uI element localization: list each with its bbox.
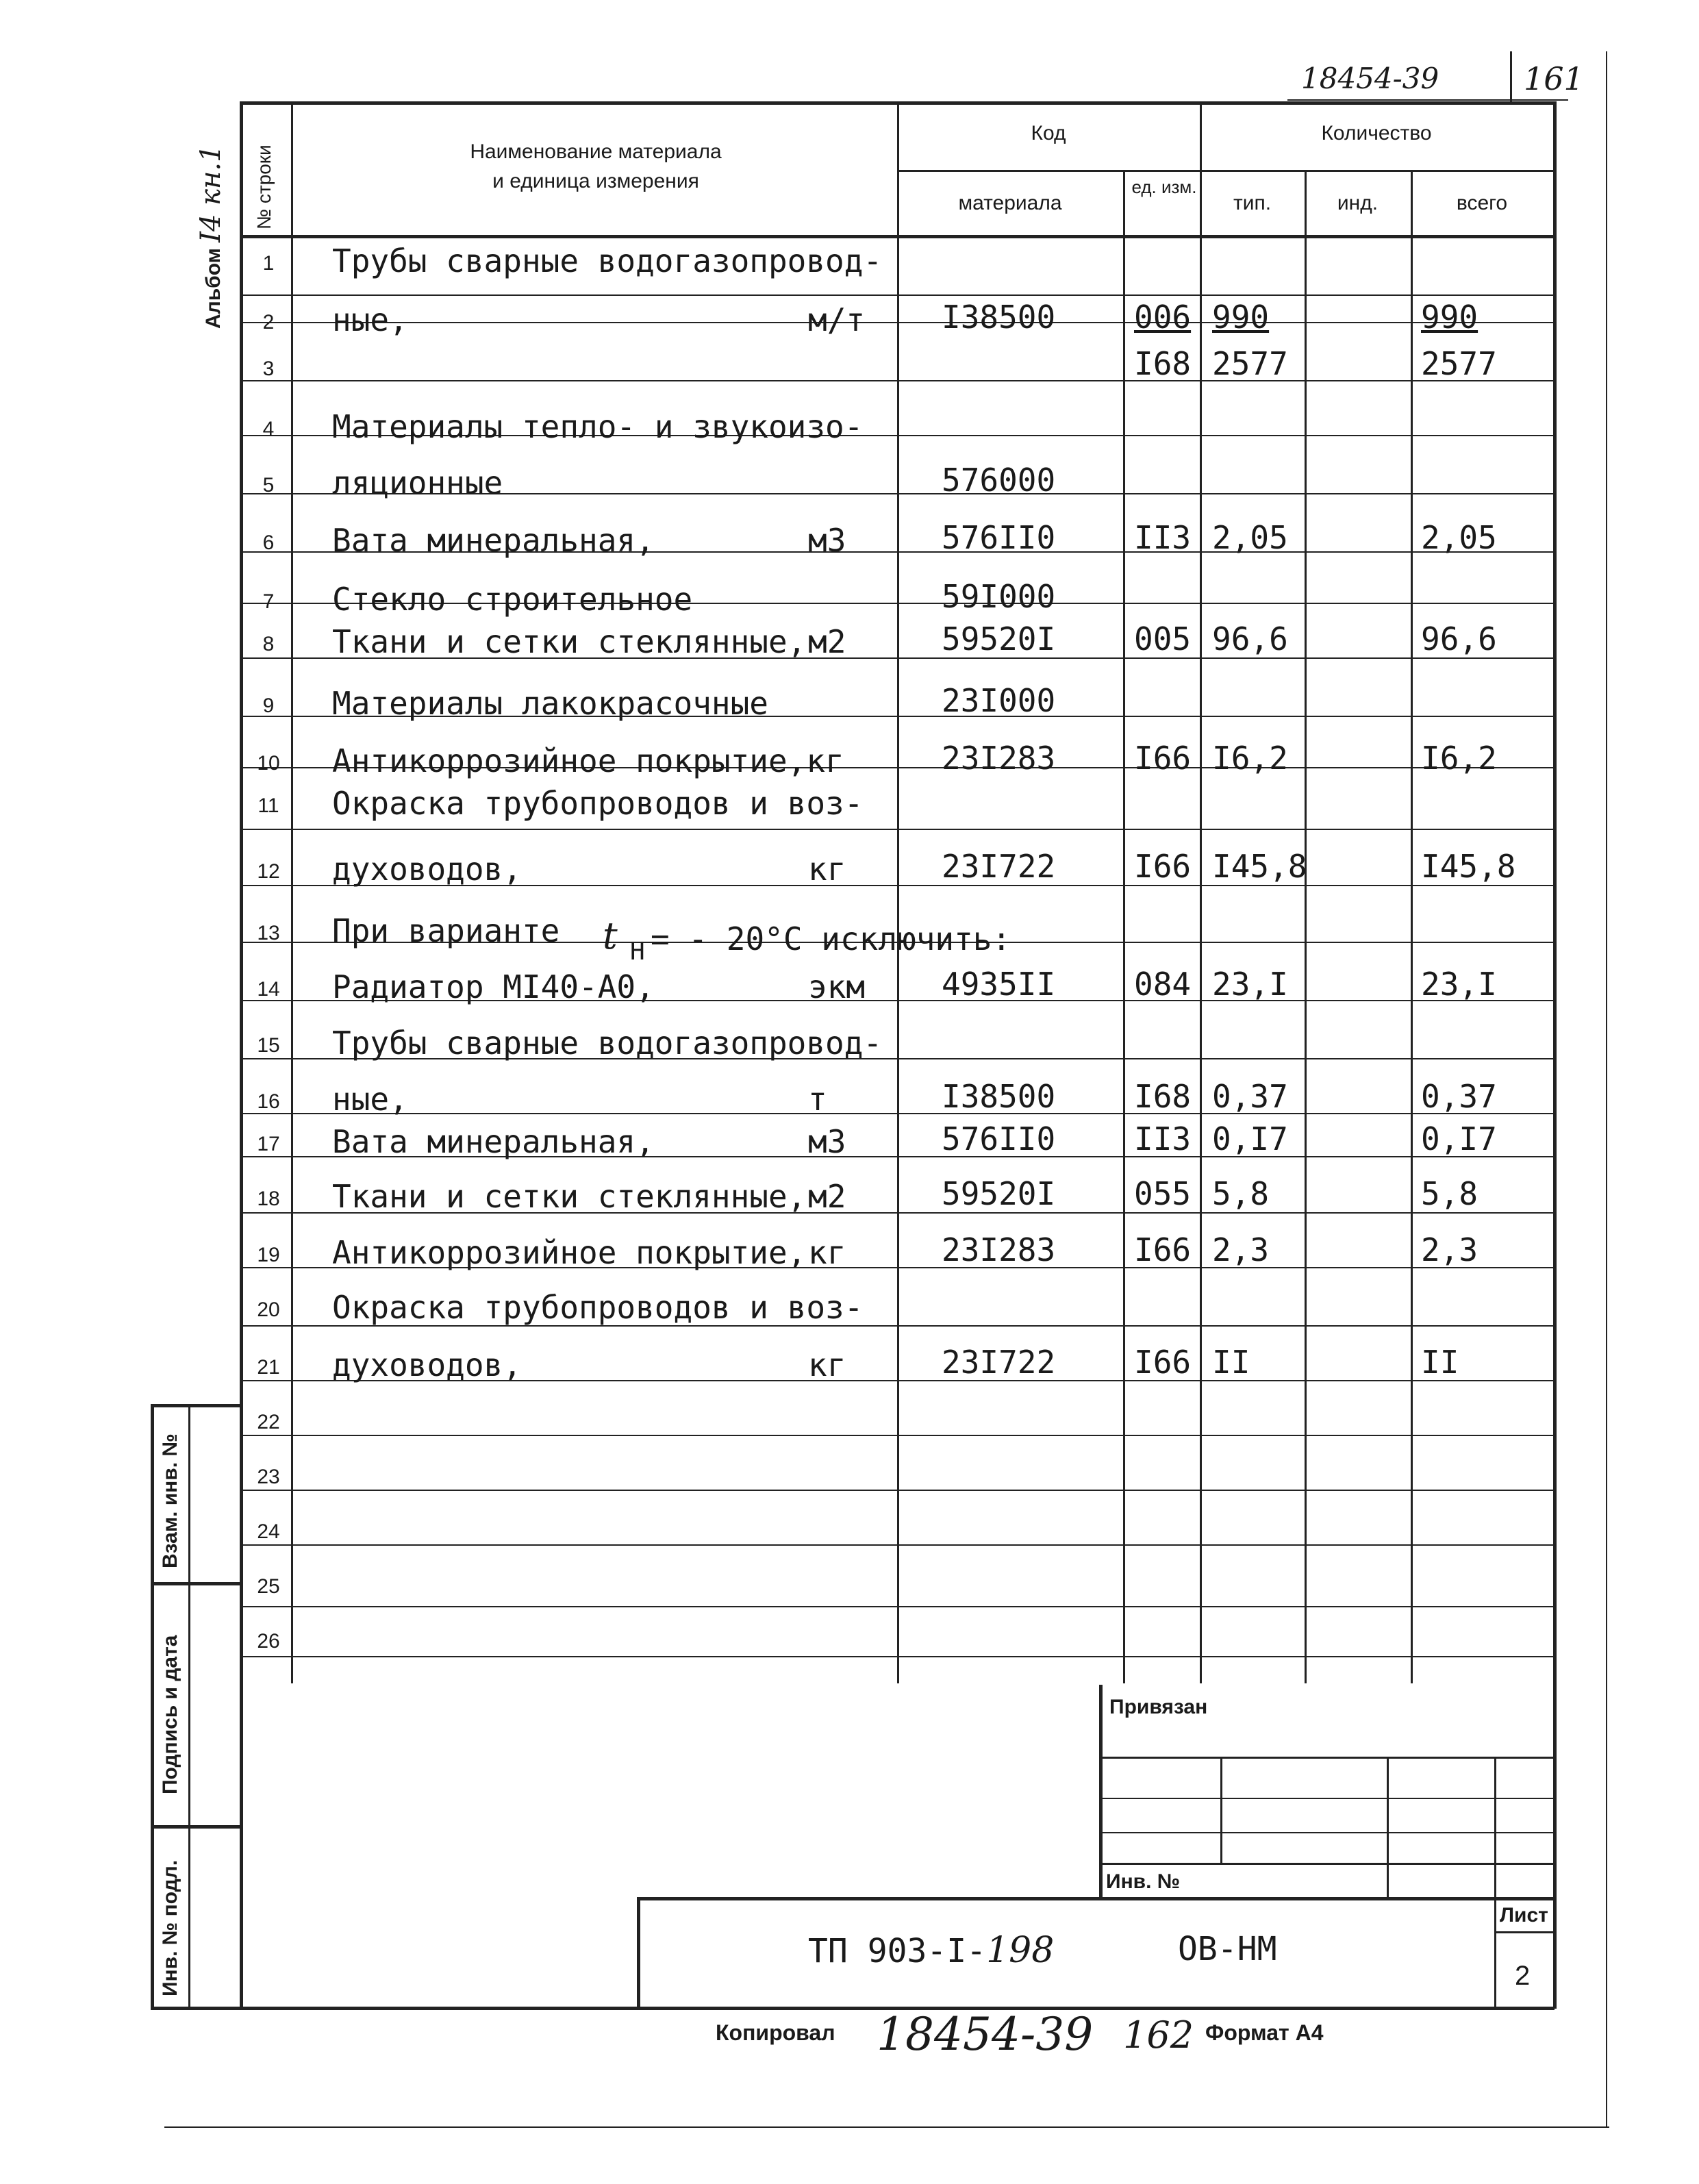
row-code: 59520I <box>942 620 1056 657</box>
row-qty-total: II <box>1421 1344 1459 1381</box>
row-qty-typ: 2,3 <box>1212 1231 1270 1268</box>
row13-formula: t <box>603 914 618 957</box>
row-qty-typ: 2,05 <box>1212 519 1288 556</box>
footer-copied-number: 18454-39 <box>877 2008 1094 2061</box>
side-mid <box>188 1404 190 2009</box>
row-qty-typ: 2577 <box>1212 345 1288 382</box>
row-unit-code: 055 <box>1134 1175 1192 1212</box>
row-name: При варианте <box>332 912 560 949</box>
row-qty-typ: 96,6 <box>1212 620 1288 657</box>
row-number: 23 <box>257 1466 280 1488</box>
row-qty-total: I6,2 <box>1421 740 1497 777</box>
row-name: ные, <box>332 301 408 338</box>
album-label <box>195 145 227 329</box>
row-qty-total: 0,I7 <box>1421 1120 1497 1157</box>
row-qty-typ: 23,I <box>1212 966 1288 1003</box>
doc-number-top: 18454-39 <box>1301 62 1439 95</box>
footer-copied: Копировал <box>716 2020 835 2045</box>
row-number: 16 <box>257 1090 280 1113</box>
row-name: Трубы сварные водогазопровод- <box>332 242 883 279</box>
tb-inv-no: Инв. № <box>1106 1870 1181 1893</box>
header-code: Код <box>1031 122 1066 145</box>
tb-main-top <box>637 1897 1555 1900</box>
row-line <box>240 380 1555 381</box>
row-unit: экм <box>808 968 866 1005</box>
footer-format: Формат А4 <box>1205 2020 1324 2045</box>
row-qty-typ: I45,8 <box>1212 848 1307 885</box>
row-number: 9 <box>262 694 275 717</box>
tb-bound: Привязан <box>1109 1696 1208 1718</box>
tb-doc-code-text: ТП 903-I- <box>808 1932 987 1970</box>
row-unit-code: 005 <box>1134 620 1192 657</box>
tb-v-bound <box>1099 1685 1103 1897</box>
row-code: 23I000 <box>942 682 1056 719</box>
row-name: Трубы сварные водогазопровод- <box>332 1025 883 1062</box>
row-unit-code: II3 <box>1134 519 1192 556</box>
footer-page-number: 162 <box>1123 2013 1194 2057</box>
row-number: 12 <box>257 860 280 883</box>
col-line-unit <box>1200 101 1202 1683</box>
row-unit: кг <box>808 1234 846 1271</box>
col-line-no <box>291 101 293 1683</box>
row-name: Вата минеральная, <box>332 1123 655 1160</box>
row-qty-total: 990 <box>1421 299 1478 336</box>
row-code: 23I283 <box>942 1231 1056 1268</box>
row-qty-total: 96,6 <box>1421 620 1497 657</box>
row-number: 24 <box>257 1520 280 1543</box>
row-number: 21 <box>257 1356 280 1379</box>
tb-h3 <box>1099 1832 1555 1833</box>
row-number: 20 <box>257 1298 280 1321</box>
row-number: 7 <box>262 590 275 613</box>
col-line-typ <box>1305 170 1307 1683</box>
row-line <box>240 322 1555 323</box>
col-line-ind <box>1411 170 1413 1683</box>
right-rule <box>1606 51 1607 2126</box>
row-number: 1 <box>262 252 275 275</box>
row-unit: м3 <box>808 1123 846 1160</box>
header-qty-total: всего <box>1456 192 1508 214</box>
row-name: Материалы лакокрасочные <box>332 685 768 722</box>
row-line <box>240 829 1555 830</box>
row13-subscript: Н <box>630 938 645 966</box>
row-number: 6 <box>262 531 275 554</box>
row-code: 59520I <box>942 1175 1056 1212</box>
row-unit-code: I66 <box>1134 740 1192 777</box>
row-qty-total: 5,8 <box>1421 1175 1478 1212</box>
row-line <box>240 294 1555 296</box>
row-number: 25 <box>257 1575 280 1598</box>
row-number: 2 <box>262 311 275 334</box>
row-unit: м3 <box>808 522 846 559</box>
row-name: Ткани и сетки стеклянные, <box>332 623 807 660</box>
row-unit-code: 084 <box>1134 966 1192 1003</box>
row-qty-total: 0,37 <box>1421 1078 1497 1115</box>
row-qty-typ: 990 <box>1212 299 1270 336</box>
tb-section: ОВ-НМ <box>1178 1930 1277 1968</box>
row-code: 4935II <box>942 966 1056 1003</box>
row-code: 576II0 <box>942 1120 1056 1157</box>
row-qty-typ: 0,37 <box>1212 1078 1288 1115</box>
row-qty-typ: II <box>1212 1344 1250 1381</box>
row-name: ные, <box>332 1081 408 1118</box>
row-qty-typ: 5,8 <box>1212 1175 1270 1212</box>
side-sep2 <box>151 1825 240 1829</box>
side-sign-date: Подпись и дата <box>159 1635 181 1794</box>
row-number: 19 <box>257 1244 280 1266</box>
row-code: 23I722 <box>942 1344 1056 1381</box>
tb-v3 <box>1494 1757 1496 2007</box>
row-code: I38500 <box>942 1078 1056 1115</box>
row-qty-typ: 0,I7 <box>1212 1120 1288 1157</box>
row-number: 8 <box>262 633 275 655</box>
row-name: духоводов, <box>332 851 522 888</box>
row-name: Вата минеральная, <box>332 522 655 559</box>
tb-h4 <box>1099 1863 1555 1865</box>
row-code: 59I000 <box>942 578 1056 615</box>
row-number: 26 <box>257 1630 280 1653</box>
row-qty-total: 2577 <box>1421 345 1497 382</box>
row-line <box>240 1435 1555 1436</box>
row-qty-total: 2,05 <box>1421 519 1497 556</box>
side-replace-inv: Взам. инв. № <box>159 1433 181 1568</box>
tb-sheet-value: 2 <box>1515 1961 1531 1991</box>
row-name: Радиатор МI40-А0, <box>332 968 655 1005</box>
tb-h2 <box>1099 1798 1555 1799</box>
table-right <box>1553 101 1557 2009</box>
row-unit-code: I66 <box>1134 848 1192 885</box>
row-name: духоводов, <box>332 1346 522 1383</box>
row-number: 18 <box>257 1188 280 1210</box>
row-number: 13 <box>257 922 280 944</box>
tb-doc-code-hand: 198 <box>986 1930 1055 1971</box>
row-name: ляционные <box>332 464 503 501</box>
row-code: 23I722 <box>942 848 1056 885</box>
page-number-top: 161 <box>1524 60 1584 97</box>
header-qty-ind: инд. <box>1337 192 1379 214</box>
row-name: Ткани и сетки стеклянные, <box>332 1178 807 1215</box>
row-unit: кг <box>808 851 846 888</box>
header-code-material: материала <box>958 192 1062 214</box>
row-unit: м2 <box>808 1178 846 1215</box>
header-quantity: Количество <box>1321 122 1432 145</box>
row-unit-code: I66 <box>1134 1344 1192 1381</box>
col-line-code <box>1123 170 1125 1683</box>
page-divider <box>1510 51 1512 103</box>
row-unit-code: 006 <box>1134 299 1192 336</box>
album-value: I4 кн.1 <box>195 145 227 242</box>
row-name: Материалы тепло- и звукоизо- <box>332 408 864 445</box>
row-number: 22 <box>257 1411 280 1433</box>
tb-h1 <box>1099 1757 1555 1759</box>
tb-v1 <box>1220 1757 1222 1863</box>
header-name-line1: Наименование материала <box>470 140 722 163</box>
tb-sheet-label: Лист <box>1500 1904 1548 1926</box>
side-sep1 <box>151 1582 240 1585</box>
row-line <box>240 1656 1555 1657</box>
row-unit-code: II3 <box>1134 1120 1192 1157</box>
row-unit-code: I68 <box>1134 345 1192 382</box>
side-inv-orig: Инв. № подл. <box>159 1859 181 1996</box>
side-top <box>151 1404 240 1407</box>
row-qty-total: 23,I <box>1421 966 1497 1003</box>
row-line <box>240 1544 1555 1546</box>
row-number: 10 <box>257 752 280 775</box>
row-code: 576II0 <box>942 519 1056 556</box>
header-row-no: № строки <box>253 145 275 229</box>
row-code: I38500 <box>942 299 1056 336</box>
top-underline <box>1287 99 1568 101</box>
row-line <box>240 1606 1555 1607</box>
tb-doc-code <box>808 1930 1055 1971</box>
row-line <box>240 1490 1555 1491</box>
row-number: 17 <box>257 1133 280 1155</box>
row-number: 3 <box>262 357 275 380</box>
table-bottom <box>151 2007 1555 2010</box>
row-line <box>240 1113 1555 1114</box>
row-unit-code: I68 <box>1134 1078 1192 1115</box>
row-name: Стекло строительное <box>332 581 693 618</box>
row-number: 15 <box>257 1034 280 1057</box>
row-code: 23I283 <box>942 740 1056 777</box>
album-label-text: Альбом <box>202 248 225 329</box>
row-qty-typ: I6,2 <box>1212 740 1288 777</box>
header-name-line2: и единица измерения <box>492 170 699 192</box>
row-unit-code: I66 <box>1134 1231 1192 1268</box>
row-unit: м/т <box>808 301 866 338</box>
row-name: Антикоррозийное покрытие,кг <box>332 742 844 779</box>
header-subline <box>897 170 1555 172</box>
row-unit: т <box>808 1081 827 1118</box>
tb-main-left <box>637 1897 640 2009</box>
row-number: 14 <box>257 978 280 1001</box>
tb-sheet-line <box>1494 1931 1555 1933</box>
row-unit: кг <box>808 1346 846 1383</box>
col-line-name <box>897 101 899 1683</box>
bottom-rule <box>164 2126 1609 2128</box>
row-number: 11 <box>257 794 279 817</box>
table-left <box>240 101 243 2009</box>
row-qty-total: I45,8 <box>1421 848 1516 885</box>
tb-v2 <box>1387 1757 1389 1897</box>
row-code: 576000 <box>942 462 1056 499</box>
row-name: Окраска трубопроводов и воз- <box>332 785 864 822</box>
side-left <box>151 1404 154 2009</box>
row-number: 5 <box>262 474 275 497</box>
row-name: Окраска трубопроводов и воз- <box>332 1289 864 1326</box>
row-unit: м2 <box>808 623 846 660</box>
header-qty-typ: тип. <box>1233 192 1272 214</box>
header-code-unit: ед. изм. <box>1131 177 1197 197</box>
row-qty-total: 2,3 <box>1421 1231 1478 1268</box>
row-name: Антикоррозийное покрытие, <box>332 1234 807 1271</box>
row13-rest: = - 20°С исключить: <box>651 920 1011 957</box>
row-number: 4 <box>262 418 275 440</box>
